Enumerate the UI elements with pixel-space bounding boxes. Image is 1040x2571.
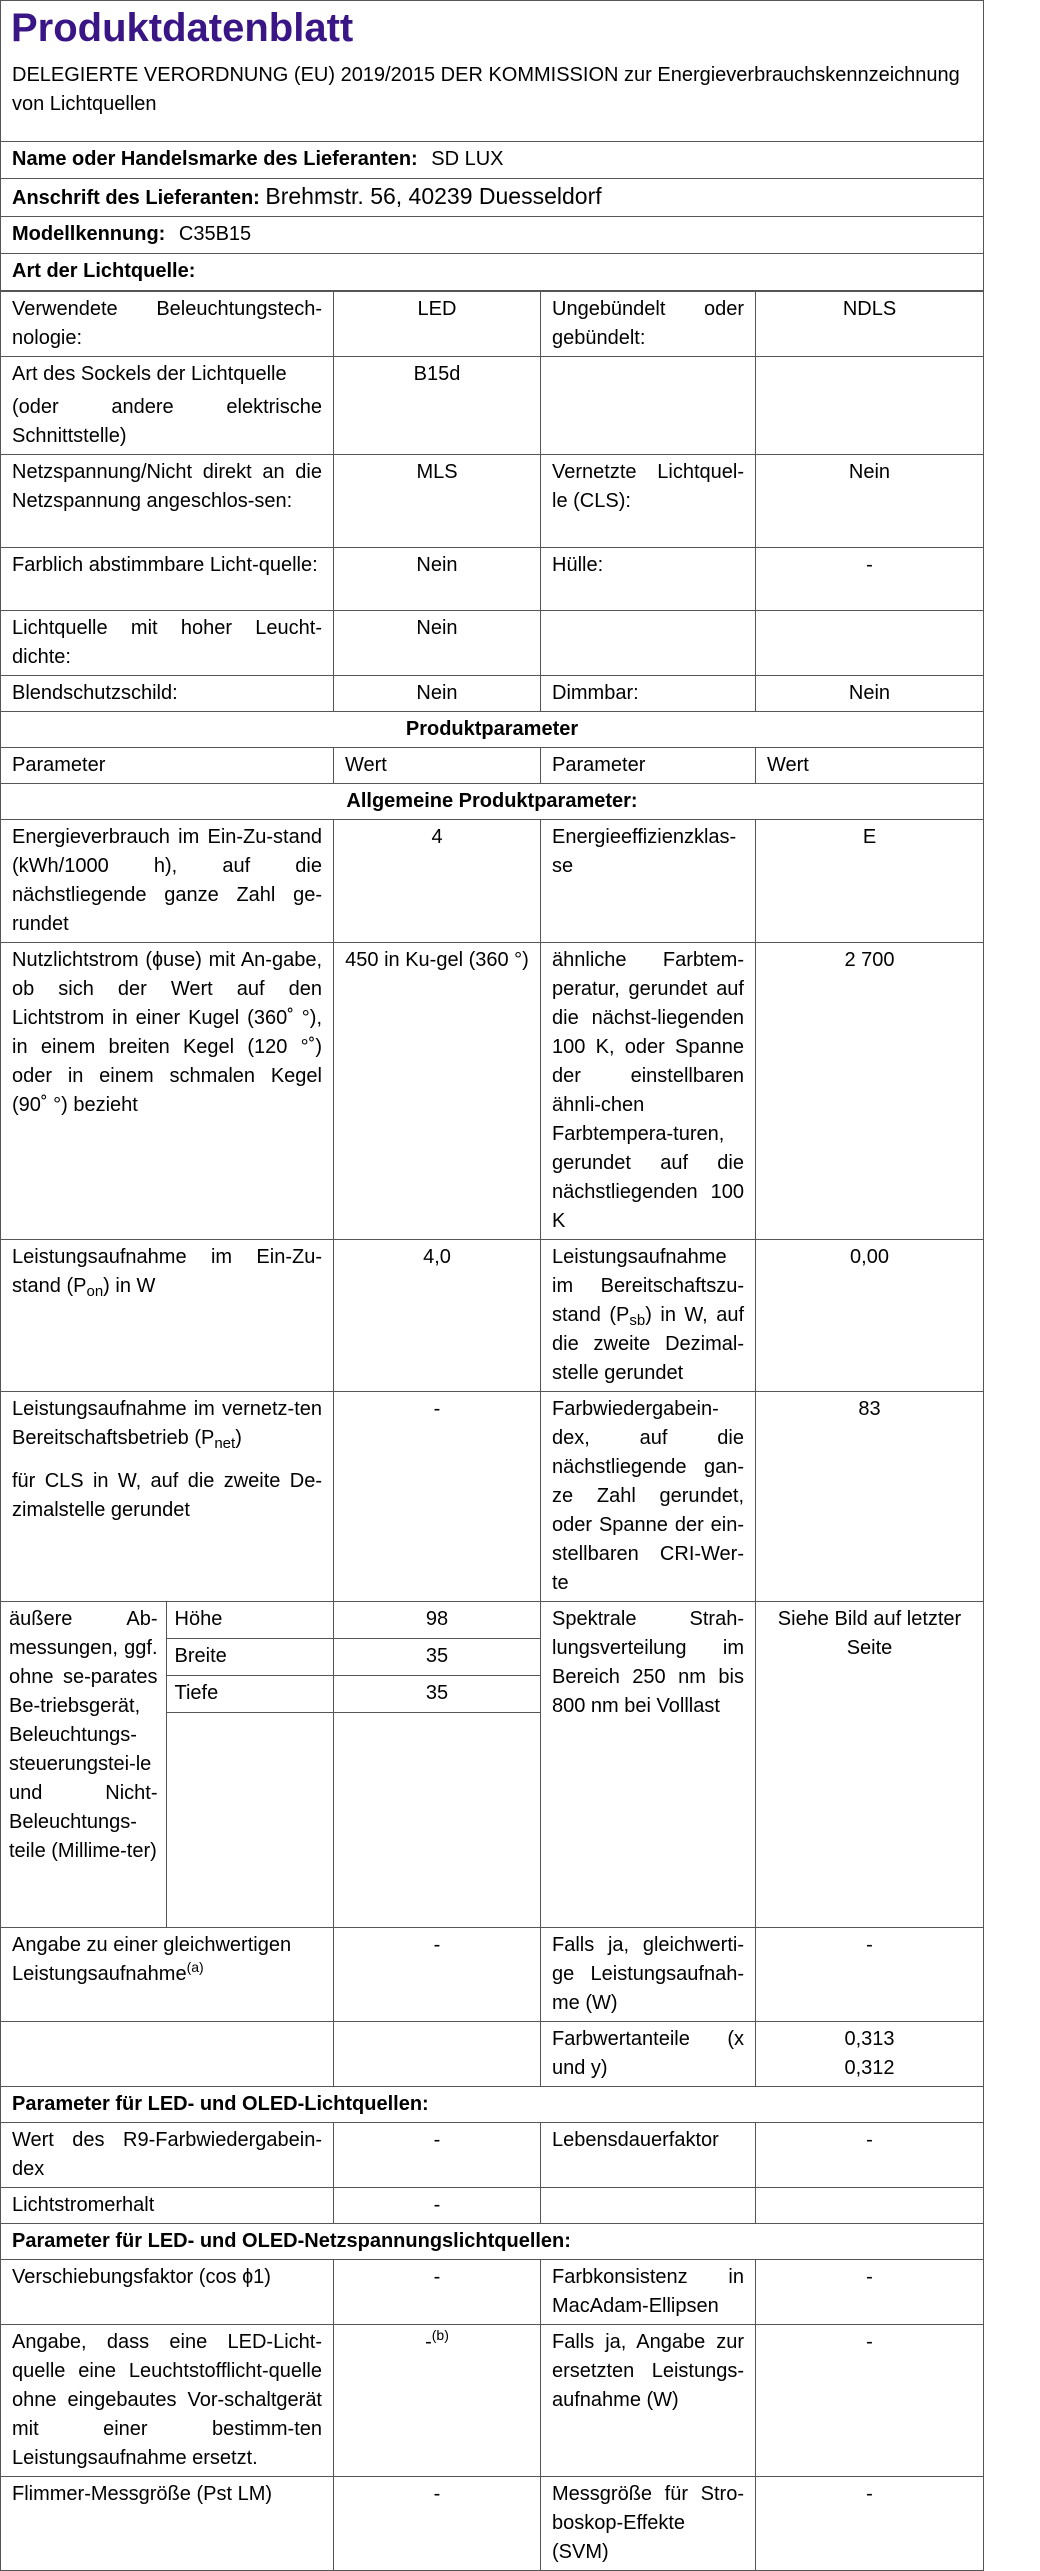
width-value: 35 (334, 1639, 540, 1676)
mains-label: Netzspannung/Nicht direkt an die Netzspannung angeschlos-sen: (1, 455, 334, 548)
dimensions-values-cell (334, 1602, 541, 1928)
depth-label: Tiefe (166, 1676, 333, 1713)
svm-value: - (756, 2477, 984, 2571)
replacement-if-value: - (756, 2325, 984, 2477)
height-label: Höhe (166, 1602, 333, 1639)
flicker-label: Flimmer-Messgröße (Pst LM) (1, 2477, 334, 2571)
technology-value: LED (334, 292, 541, 357)
envelope-label: Hülle: (541, 548, 756, 611)
model-value: C35B15 (178, 223, 252, 245)
pon-label (1, 1240, 334, 1392)
replacement-if-label: Falls ja, Angabe zur ersetzten Leistungs-aufnahme (W) (541, 2325, 756, 2477)
tunable-value: Nein (334, 548, 541, 611)
page-title: Produktdatenblatt (1, 1, 984, 58)
technology-label: Verwendete Beleuchtungstech-nologie: (1, 292, 334, 357)
high-luminance-value: Nein (334, 611, 541, 676)
flicker-value: - (334, 2477, 541, 2571)
product-params-heading: Produktparameter (1, 712, 984, 748)
width-label: Breite (166, 1639, 333, 1676)
pon-subscript: on (86, 1283, 104, 1300)
dimensions-table (1, 1602, 333, 1927)
psb-value: 0,00 (756, 1240, 984, 1392)
chromaticity-y: 0,312 (844, 2057, 895, 2079)
replacement-value-text: - (425, 2331, 432, 2353)
high-luminance-label: Lichtquelle mit hoher Leucht-dichte: (1, 611, 334, 676)
dimmable-label: Dimmbar: (541, 676, 756, 712)
cri-label: Farbwiedergabein-dex, auf die nächstliegende gan-ze Zahl gerundet, oder Spanne der ein-stellbaren CRI-Wer-te (541, 1392, 756, 1602)
socket-label-line2: (oder andere elektrische Schnittstelle) (12, 396, 322, 447)
bundled-label: Ungebündelt oder gebündelt: (541, 292, 756, 357)
model-row (1, 217, 984, 254)
col-header-value: Wert (334, 748, 541, 784)
col-header-param: Parameter (1, 748, 334, 784)
empty-cell (756, 357, 984, 455)
header-table (0, 0, 984, 291)
depth-value: 35 (334, 1676, 540, 1713)
replacement-footnote: (b) (431, 2327, 449, 2343)
chromaticity-x: 0,313 (844, 2028, 895, 2050)
connected-label: Vernetzte Lichtquel-le (CLS): (541, 455, 756, 548)
connected-value: Nein (756, 455, 984, 548)
params-table (0, 291, 984, 2571)
col-header-value: Wert (756, 748, 984, 784)
glare-value: Nein (334, 676, 541, 712)
spectral-label: Spektrale Strah-lungsverteilung im Bereich 250 nm bis 800 nm bei Volllast (541, 1602, 756, 1928)
empty-cell (334, 1713, 540, 1928)
pnet-subscript: net (214, 1435, 236, 1452)
equivalent-if-label: Falls ja, gleichwerti-ge Leistungsaufnah-me (W) (541, 1928, 756, 2022)
light-type-heading: Art der Lichtquelle: (1, 254, 984, 291)
supplier-address-row (1, 179, 984, 217)
supplier-address-value: Brehmstr. 56, 40239 Duesseldorf (265, 183, 602, 209)
cri-value: 83 (756, 1392, 984, 1602)
consistency-label: Farbkonsistenz in MacAdam-Ellipsen (541, 2260, 756, 2325)
led-params-heading: Parameter für LED- und OLED-Lichtquellen: (1, 2087, 984, 2123)
bundled-value: NDLS (756, 292, 984, 357)
pnet-label-line3: für CLS in W, auf die zweite De-zimalstelle gerundet (12, 1470, 322, 1521)
empty-cell (334, 2022, 541, 2087)
empty-cell (756, 611, 984, 676)
pon-label-suffix: ) in W (103, 1275, 156, 1297)
model-label: Modellkennung: (12, 223, 166, 245)
empty-cell (756, 2188, 984, 2224)
spectral-value: Siehe Bild auf letzter Seite (756, 1602, 984, 1928)
cct-value: 2 700 (756, 943, 984, 1240)
efficiency-value: E (756, 820, 984, 943)
empty-cell (541, 357, 756, 455)
chromaticity-label: Farbwertanteile (x und y) (541, 2022, 756, 2087)
supplier-name-label: Name oder Handelsmarke des Lieferanten: (12, 148, 418, 170)
equivalent-label (1, 1928, 334, 2022)
dimensions-values-table (334, 1602, 540, 1927)
psb-label-text: Leistungsaufnahme im Bereitschaftszu-stand (P (552, 1246, 744, 1326)
efficiency-label: Energieeffizienzklas-se (541, 820, 756, 943)
energy-label: Energieverbrauch im Ein-Zu-stand (kWh/1000 h), auf die nächstliegende ganze Zahl ge-rundet (1, 820, 334, 943)
svm-label: Messgröße für Stro-boskop-Effekte (SVM) (541, 2477, 756, 2571)
energy-value: 4 (334, 820, 541, 943)
equivalent-footnote: (a) (186, 1959, 204, 1975)
supplier-name-value: SD LUX (431, 148, 504, 170)
dimensions-label: äußere Ab-messungen, ggf. ohne se-parates Be-triebsgerät, Beleuchtungs-steuerungstei-le und Nicht-Beleuchtungs-teile (Millime-ter) (1, 1602, 166, 1927)
empty-cell (166, 1713, 333, 1928)
equivalent-label-text: Angabe zu einer gleichwertigen Leistungsaufnahme (12, 1934, 292, 1985)
psb-subscript: sb (629, 1312, 646, 1329)
displacement-label: Verschiebungsfaktor (cos ɸ1) (1, 2260, 334, 2325)
mains-value: MLS (334, 455, 541, 548)
supplier-name-row (1, 142, 984, 179)
dimensions-cell (1, 1602, 334, 1928)
height-value: 98 (334, 1602, 540, 1639)
flux-label: Nutzlichtstrom (ɸuse) mit An-gabe, ob sich der Wert auf den Lichtstrom in einer Kugel (360˚ °), in einem breiten Kegel (120 °˚) oder in einem schmalen Kegel (90˚ °) bezieht (1, 943, 334, 1240)
equivalent-value: - (334, 1928, 541, 2022)
empty-cell (1, 2022, 334, 2087)
replacement-label: Angabe, dass eine LED-Licht-quelle eine Leuchtstofflicht-quelle ohne eingebautes Vor-schaltgerät mit einer bestimm-ten Leistungsaufnahme ersetzt. (1, 2325, 334, 2477)
supplier-address-label: Anschrift des Lieferanten: (12, 187, 260, 209)
replacement-value (334, 2325, 541, 2477)
mains-params-heading: Parameter für LED- und OLED-Netzspannungslichtquellen: (1, 2224, 984, 2260)
socket-value: B15d (334, 357, 541, 455)
tunable-label: Farblich abstimmbare Licht-quelle: (1, 548, 334, 611)
maintenance-value: - (334, 2188, 541, 2224)
r9-value: - (334, 2123, 541, 2188)
dimmable-value: Nein (756, 676, 984, 712)
survival-value: - (756, 2123, 984, 2188)
pon-value: 4,0 (334, 1240, 541, 1392)
pnet-label (1, 1392, 334, 1602)
psb-label-text-2: ) in W, auf die zweite Dezimal-stelle gerundet (552, 1304, 745, 1384)
pon-label-text: Leistungsaufnahme im Ein-Zu-stand (P (12, 1246, 322, 1297)
equivalent-if-value: - (756, 1928, 984, 2022)
envelope-value: - (756, 548, 984, 611)
consistency-value: - (756, 2260, 984, 2325)
empty-cell (541, 611, 756, 676)
r9-label: Wert des R9-Farbwiedergabein-dex (1, 2123, 334, 2188)
chromaticity-value (756, 2022, 984, 2087)
flux-value: 450 in Ku-gel (360 °) (334, 943, 541, 1240)
displacement-value: - (334, 2260, 541, 2325)
maintenance-label: Lichtstromerhalt (1, 2188, 334, 2224)
general-params-heading: Allgemeine Produktparameter: (1, 784, 984, 820)
empty-cell (541, 2188, 756, 2224)
pnet-value: - (334, 1392, 541, 1602)
col-header-param: Parameter (541, 748, 756, 784)
survival-label: Lebensdauerfaktor (541, 2123, 756, 2188)
cct-label: ähnliche Farbtem-peratur, gerundet auf die nächst-liegenden 100 K, oder Spanne der einstellbaren ähnli-chen Farbtempera-turen, gerundet auf die nächstliegenden 100 K (541, 943, 756, 1240)
psb-label (541, 1240, 756, 1392)
socket-label (1, 357, 334, 455)
pnet-label-paren: ) (235, 1427, 242, 1449)
socket-label-line1: Art des Sockels der Lichtquelle (12, 363, 287, 385)
pnet-label-text: Leistungsaufnahme im vernetz-ten Bereitschaftsbetrieb (P (12, 1398, 322, 1449)
regulation-text: DELEGIERTE VERORDNUNG (EU) 2019/2015 DER KOMMISSION zur Energieverbrauchskennzeichnung von Lichtquellen (1, 57, 984, 142)
glare-label: Blendschutzschild: (1, 676, 334, 712)
